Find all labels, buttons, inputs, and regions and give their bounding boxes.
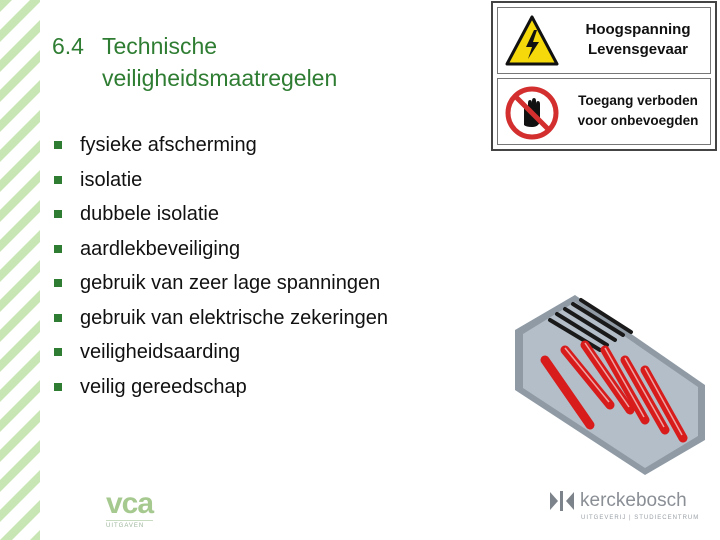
bullet-list — [52, 128, 388, 404]
title-line-2: veiligheidsmaatregelen — [102, 65, 338, 91]
kerckebosch-subtitle: UITGEVERIJ | STUDIECENTRUM — [581, 515, 700, 521]
bullet-item: gebruik van zeer lage spanningen — [52, 266, 388, 301]
no-entry-sign — [497, 78, 711, 145]
bullet-square-icon — [54, 383, 62, 391]
bullet-item: fysieke afscherming — [52, 128, 388, 163]
bullet-square-icon — [54, 210, 62, 218]
slide-title — [52, 30, 337, 94]
bullet-square-icon — [54, 141, 62, 149]
bullet-square-icon — [54, 245, 62, 253]
bullet-item: veilig gereedschap — [52, 370, 388, 405]
vca-mark: vca — [106, 487, 154, 520]
bullet-square-icon — [54, 176, 62, 184]
warning-line-1: Hoogspanning — [585, 21, 691, 38]
prohibition-line-1: Toegang verboden — [578, 93, 698, 108]
high-voltage-warning-icon — [504, 14, 560, 68]
vca-logo — [106, 489, 153, 529]
bullet-square-icon — [54, 314, 62, 322]
vca-subtitle: UITGAVEN — [106, 520, 153, 529]
kerckebosch-name: kerckebosch — [580, 490, 687, 511]
bullet-item: gebruik van elektrische zekeringen — [52, 301, 388, 336]
bullet-item: veiligheidsaarding — [52, 335, 388, 370]
title-line-1: Technische — [102, 33, 218, 59]
bullet-square-icon — [54, 348, 62, 356]
high-voltage-sign — [497, 7, 711, 74]
bullet-item: isolatie — [52, 163, 388, 198]
kerckebosch-mark-icon — [548, 488, 576, 514]
safety-signs — [491, 1, 717, 151]
bullet-item: dubbele isolatie — [52, 197, 388, 232]
prohibition-line-2: voor onbevoegden — [577, 113, 699, 128]
bullet-item: aardlekbeveiliging — [52, 232, 388, 267]
diagonal-stripes — [0, 0, 40, 540]
screwdriver-set-icon — [505, 290, 710, 485]
bullet-square-icon — [54, 279, 62, 287]
section-number: 6.4 — [52, 33, 84, 59]
kerckebosch-logo — [548, 488, 700, 521]
no-entry-hand-icon — [504, 85, 560, 141]
warning-line-2: Levensgevaar — [587, 41, 689, 58]
